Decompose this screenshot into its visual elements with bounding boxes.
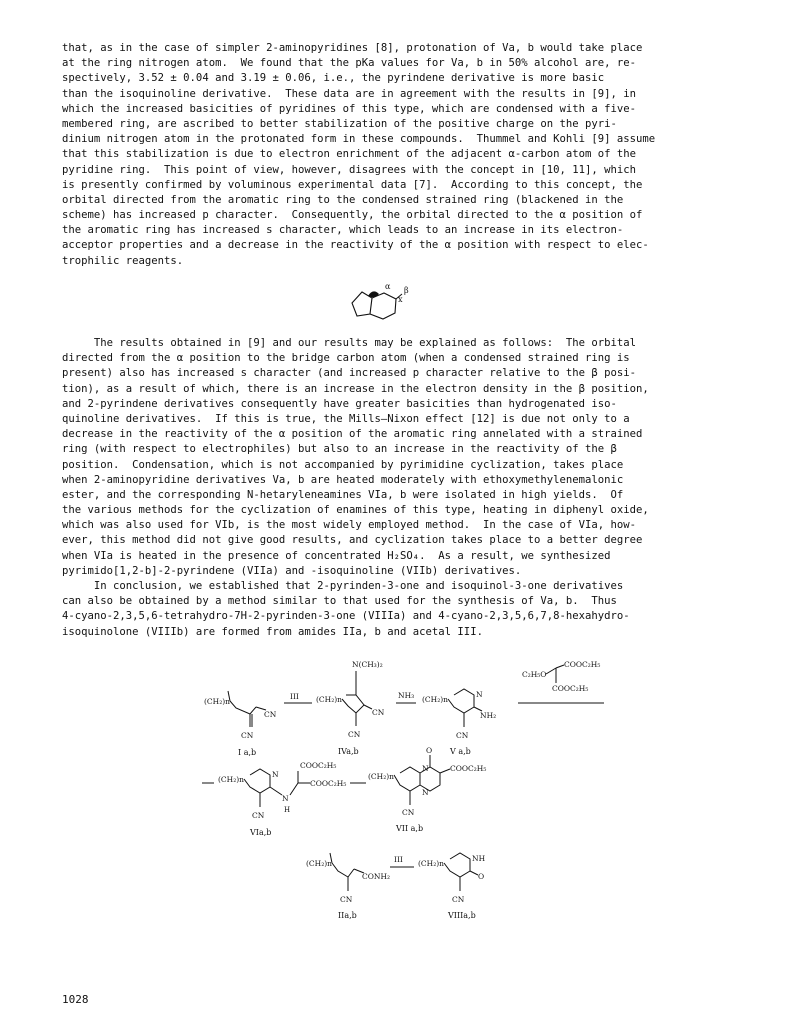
compound-II	[306, 853, 390, 920]
text-line: when 2-aminopyridine derivatives Va, b are heated moderately with ethoxymethylenemalonic	[62, 473, 624, 486]
cn-label: CN	[340, 895, 353, 904]
cn-label: CN	[348, 730, 361, 739]
paragraph-basicity-discussion	[62, 41, 734, 269]
text-line: pyridine ring. This point of view, however, disagrees with the concept in [10, 11], which	[62, 163, 637, 176]
ester-group: COOC₂H₅	[310, 779, 347, 788]
text-line: scheme) has increased p character. Consequently, the orbital directed to the α position of	[62, 209, 643, 222]
text-line: is presently confirmed by voluminous experimental data [7]. According to this concept, the	[62, 178, 643, 191]
compound-label-VII: VII a,b	[396, 824, 424, 833]
reagent-NH3: NH₃	[398, 691, 415, 700]
text-line: which the increased basicities of pyridines of this type, which are condensed with a five-	[62, 102, 637, 115]
text-line: isoquinolone (VIIIb) are formed from amides IIa, b and acetal III.	[62, 625, 483, 638]
nh2-group: NH₂	[480, 711, 497, 720]
cn-label: CN	[372, 708, 385, 717]
alpha-label: α	[385, 282, 391, 291]
ester-group: COOC₂H₅	[450, 764, 487, 773]
cn-label: CN	[402, 808, 415, 817]
cn-label: CN	[252, 811, 265, 820]
ethoxymethylenemalonic-ester	[518, 660, 604, 703]
compound-IV	[316, 660, 385, 756]
text-line: when VIa is heated in the presence of concentrated H₂SO₄. As a result, we synthesized	[62, 549, 611, 562]
carbonyl-oxygen: O	[426, 746, 433, 755]
cn-label: CN	[452, 895, 465, 904]
compound-VIII	[418, 853, 486, 920]
ch2n-group: (CH₂)n	[316, 695, 342, 704]
cn-label: CN	[456, 731, 469, 740]
text-line: tion), as a result of which, there is an increase in the electron density in the β position,	[62, 382, 649, 395]
text-line: decrease in the reactivity of the α position of the aromatic ring annelated with a strained	[62, 428, 643, 441]
ester-group: COOC₂H₅	[564, 660, 601, 669]
paragraph-mills-nixon	[62, 336, 734, 579]
ring-nitrogen: N	[272, 770, 279, 779]
compound-V	[422, 689, 496, 756]
ring-nitrogen: N	[476, 690, 483, 699]
text-line: 4-cyano-2,3,5,6-tetrahydro-7H-2-pyrinden-3-one (VIIIa) and 4-cyano-2,3,5,6,7,8-hexahydro-	[62, 610, 630, 623]
text-line: that this stabilization is due to electron enrichment of the adjacent α-carbon atom of the	[62, 148, 637, 161]
text-line: dinium nitrogen atom in the protonated form in these compounds. Thummel and Kohli [9] assume	[62, 133, 656, 146]
nh-hydrogen: H	[284, 806, 291, 814]
ch2n-group: (CH₂)n	[418, 859, 444, 868]
ch2n-group: (CH₂)n	[204, 697, 230, 706]
text-line: spectively, 3.52 ± 0.04 and 3.19 ± 0.06, i.e., the pyrindene derivative is more basic	[62, 72, 605, 85]
ester-group: COOC₂H₅	[552, 684, 589, 693]
compound-VI	[218, 761, 346, 837]
compound-label-V: V a,b	[450, 747, 471, 756]
text-line: and 2-pyrindene derivatives consequently have greater basicities than hydrogenated iso-	[62, 397, 617, 410]
text-line: quinoline derivatives. If this is true, the Mills—Nixon effect [12] is due not only to a	[62, 412, 630, 425]
orbital-scheme-figure	[340, 280, 440, 330]
carbonyl-oxygen: O	[478, 872, 485, 881]
text-line: the aromatic ring has increased s character, which leads to an increase in its electron-	[62, 224, 624, 237]
compound-VII	[368, 746, 486, 833]
reagent-III: III	[290, 692, 299, 701]
text-line: the various methods for the cyclization of enamines of this type, heating in diphenyl oxide,	[62, 504, 649, 517]
text-line: The results obtained in [9] and our results may be explained as follows: The orbital	[62, 337, 637, 349]
text-line: pyrimido[1,2-b]-2-pyrindene (VIIa) and -isoquinoline (VIIb) derivatives.	[62, 564, 522, 577]
text-line: membered ring, are ascribed to better stabilization of the positive charge on the pyri-	[62, 117, 617, 130]
text-line: which was also used for VIb, is the most widely employed method. In the case of VIa, how-	[62, 519, 637, 532]
compound-I	[204, 691, 277, 757]
compound-label-II: IIa,b	[338, 911, 357, 920]
ethoxy-group: C₂H₅O	[522, 670, 547, 679]
text-line: than the isoquinoline derivative. These data are in agreement with the results in [9], in	[62, 87, 637, 100]
text-line: position. Condensation, which is not accompanied by pyrimidine cyclization, takes place	[62, 458, 624, 471]
nh-group: NH	[472, 854, 486, 863]
page-number: 1028	[62, 993, 89, 1006]
x-label: x	[398, 295, 403, 304]
cn-label: CN	[241, 731, 254, 740]
ch2n-group: (CH₂)n	[218, 775, 244, 784]
compound-label-I: I a,b	[238, 748, 257, 757]
ester-group: COOC₂H₅	[300, 761, 337, 770]
ring-nitrogen: N	[422, 764, 429, 773]
text-line: present) also has increased s character (and increased p character relative to the β posi-	[62, 367, 637, 380]
text-line: trophilic reagents.	[62, 254, 184, 267]
compound-label-VI: VIa,b	[250, 828, 272, 837]
text-line: orbital directed from the aromatic ring to the condensed strained ring (blackened in the	[62, 193, 624, 206]
text-line: directed from the α position to the bridge carbon atom (when a condensed strained ring is	[62, 352, 630, 365]
text-line: that, as in the case of simpler 2-aminopyridines [8], protonation of Va, b would take place	[62, 42, 643, 54]
ch2n-group: (CH₂)n	[422, 695, 448, 704]
ch2n-group: (CH₂)n	[306, 859, 332, 868]
text-line: acceptor properties and a decrease in the reactivity of the α position with respect to elec-	[62, 239, 649, 252]
reaction-scheme	[200, 655, 610, 925]
cn-label: CN	[264, 710, 277, 719]
text-line: ever, this method did not give good results, and cyclization takes place to a better degree	[62, 534, 643, 547]
text-line: ring (with respect to electrophiles) but also to an increase in the reactivity of the β	[62, 443, 617, 456]
nh-nitrogen: N	[282, 794, 289, 803]
compound-label-VIII: VIIIa,b	[448, 911, 476, 920]
nme2-group: N(CH₃)₂	[352, 660, 383, 669]
paragraph-conclusion	[62, 579, 734, 640]
text-line: ester, and the corresponding N-hetaryleneamines VIa, b were isolated in high yields. Of	[62, 488, 624, 501]
compound-label-IV: IVa,b	[338, 747, 359, 756]
ch2n-group: (CH₂)n	[368, 772, 394, 781]
text-line: at the ring nitrogen atom. We found that the pKa values for Va, b in 50% alcohol are, re-	[62, 57, 637, 70]
beta-label: β	[404, 286, 409, 295]
ring-nitrogen: N	[422, 788, 429, 797]
text-line: In conclusion, we established that 2-pyrinden-3-one and isoquinol-3-one derivatives	[62, 580, 624, 592]
conh2-group: CONH₂	[362, 872, 390, 881]
reagent-III: III	[394, 855, 403, 864]
text-line: can also be obtained by a method similar to that used for the synthesis of Va, b. Thus	[62, 595, 617, 608]
